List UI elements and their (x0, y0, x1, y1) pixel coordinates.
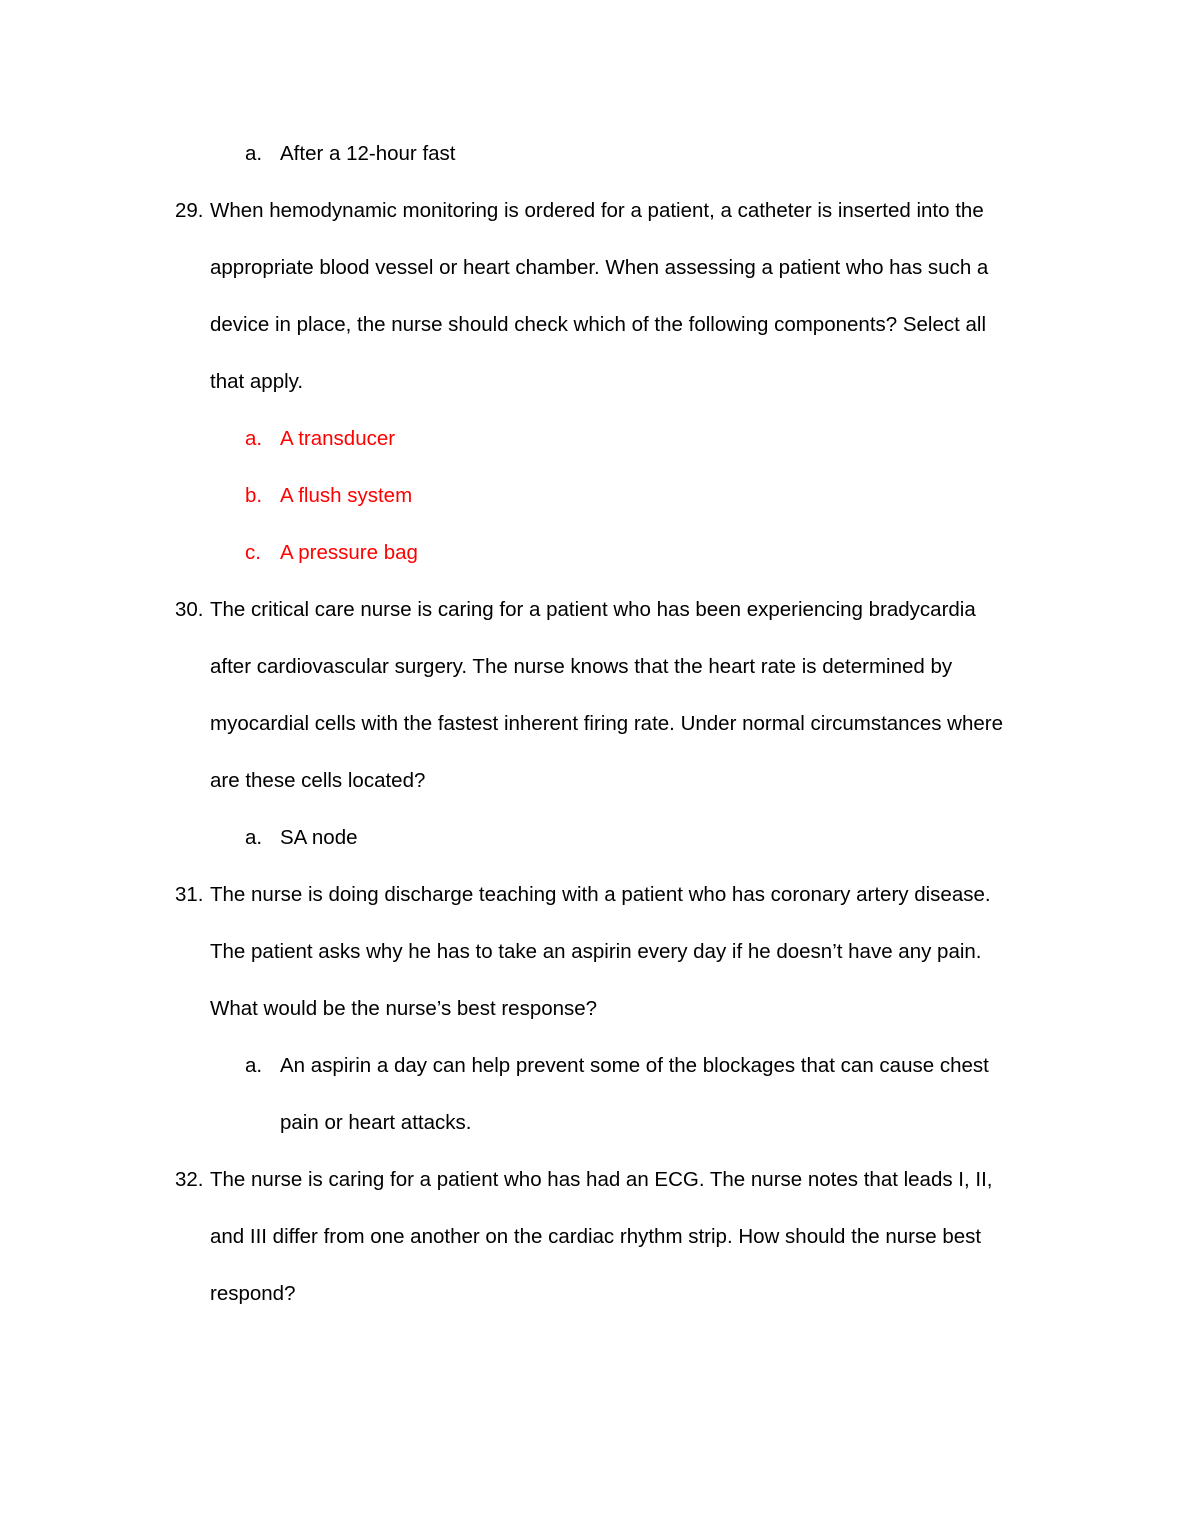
option-text: After a 12-hour fast (280, 142, 456, 165)
option-text: pain or heart attacks. (280, 1111, 472, 1134)
question-text: The nurse is caring for a patient who has had an ECG. The nurse notes that leads I, II, (210, 1168, 993, 1191)
option-letter: a. (245, 1054, 263, 1077)
option-letter: a. (245, 427, 263, 450)
question-number: 30. (175, 598, 204, 621)
question-text: device in place, the nurse should check which of the following components? Select all (210, 313, 987, 336)
question-text: The critical care nurse is caring for a patient who has been experiencing bradycardia (210, 598, 976, 621)
option-text: A flush system (280, 484, 413, 507)
question-text: are these cells located? (210, 769, 426, 792)
question-number: 29. (175, 199, 204, 222)
question-text: The nurse is doing discharge teaching with a patient who has coronary artery disease. (210, 883, 991, 906)
option-text: An aspirin a day can help prevent some of the blockages that can cause chest (280, 1054, 989, 1077)
question-text: after cardiovascular surgery. The nurse knows that the heart rate is determined by (210, 655, 953, 678)
option-text: A pressure bag (280, 541, 418, 564)
question-number: 32. (175, 1168, 204, 1191)
question-text: myocardial cells with the fastest inherent firing rate. Under normal circumstances where (210, 712, 1003, 735)
option-text: A transducer (280, 427, 396, 450)
question-number: 31. (175, 883, 204, 906)
option-letter: c. (245, 541, 261, 564)
question-text: respond? (210, 1282, 296, 1305)
question-text: When hemodynamic monitoring is ordered for a patient, a catheter is inserted into the (210, 199, 984, 222)
question-text: The patient asks why he has to take an aspirin every day if he doesn’t have any pain. (210, 940, 982, 963)
question-text: and III differ from one another on the cardiac rhythm strip. How should the nurse best (210, 1225, 982, 1248)
question-text: appropriate blood vessel or heart chamber. When assessing a patient who has such a (210, 256, 989, 279)
option-letter: a. (245, 142, 263, 165)
option-letter: a. (245, 826, 263, 849)
option-letter: b. (245, 484, 263, 507)
question-text: What would be the nurse’s best response? (210, 997, 598, 1020)
question-text: that apply. (210, 370, 304, 393)
option-text: SA node (280, 826, 358, 849)
